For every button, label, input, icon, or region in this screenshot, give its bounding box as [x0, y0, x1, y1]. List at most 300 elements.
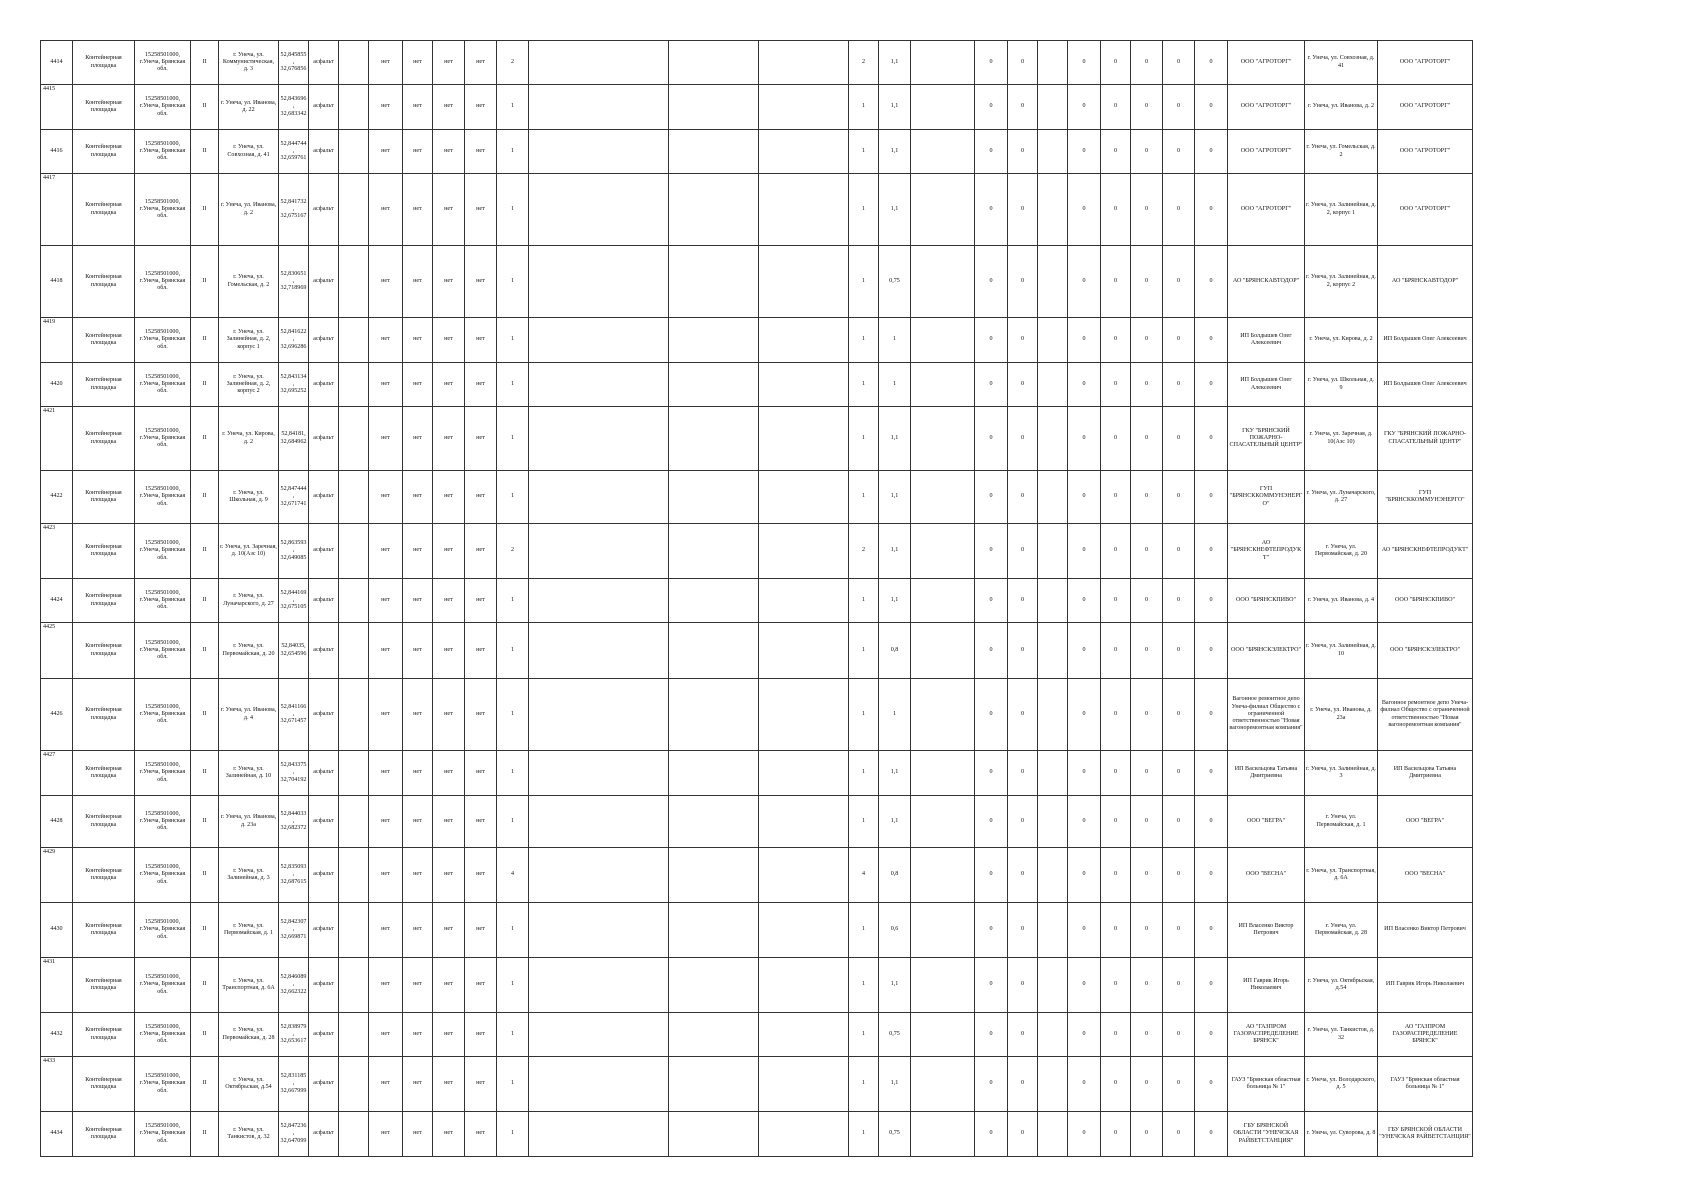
flag-cell: нет	[433, 679, 465, 751]
flag-cell: нет	[369, 579, 403, 623]
flag-cell: нет	[433, 174, 465, 246]
zero-value-cell: 0	[1008, 85, 1038, 130]
owner-name-cell: ИП Васильцова Татьяна Дмитриевна	[1228, 751, 1305, 796]
site-type-cell: Контейнерная площадка	[73, 524, 135, 579]
container-count-cell: 1	[849, 796, 879, 848]
coordinates-cell: 52,830651, 32,718969	[279, 246, 309, 318]
zero-value-cell: 0	[1101, 85, 1131, 130]
empty-cell	[339, 524, 369, 579]
container-volume-cell: 1,1	[879, 85, 911, 130]
empty-cell	[669, 363, 759, 407]
zero-value-cell: 0	[1195, 41, 1228, 85]
okato-cell: 15258501000, г.Унеча, Брянская обл.	[135, 579, 191, 623]
zero-value-cell: 0	[1008, 174, 1038, 246]
flag-cell: нет	[433, 1013, 465, 1057]
container-count-cell: 1	[849, 903, 879, 958]
container-volume-cell: 1,1	[879, 958, 911, 1013]
empty-cell	[911, 246, 975, 318]
empty-cell	[339, 903, 369, 958]
zero-value-cell: 0	[1008, 1112, 1038, 1157]
empty-cell	[1038, 407, 1068, 471]
site-type-cell: Контейнерная площадка	[73, 679, 135, 751]
coordinates-cell: 52,841166, 32,671457	[279, 679, 309, 751]
okato-cell: 15258501000, г.Унеча, Брянская обл.	[135, 41, 191, 85]
table-row	[41, 751, 1473, 796]
zero-value-cell: 0	[1131, 958, 1163, 1013]
empty-cell	[759, 1112, 849, 1157]
empty-cell	[529, 903, 669, 958]
waste-source-cell: АО "БРЯНСКАВТОДОР"	[1378, 246, 1473, 318]
site-address-cell: г. Унеча, ул. Танкистов, д. 32	[219, 1112, 279, 1157]
zero-value-cell: 0	[1068, 958, 1101, 1013]
container-count-cell: 1	[849, 958, 879, 1013]
container-count-cell: 1	[497, 1112, 529, 1157]
row-number-cell: 4426	[41, 679, 73, 751]
zero-value-cell: 0	[1131, 174, 1163, 246]
zero-value-cell: 0	[1131, 1112, 1163, 1157]
flag-cell: нет	[433, 958, 465, 1013]
waste-source-cell: ИП Болдышев Олег Алексеевич	[1378, 363, 1473, 407]
empty-cell	[911, 524, 975, 579]
flag-cell: нет	[403, 407, 433, 471]
empty-cell	[339, 246, 369, 318]
flag-cell: нет	[403, 1112, 433, 1157]
empty-cell	[759, 958, 849, 1013]
zero-value-cell: 0	[1195, 623, 1228, 679]
flag-cell: нет	[369, 679, 403, 751]
flag-cell: нет	[465, 958, 497, 1013]
flag-cell: нет	[403, 318, 433, 363]
flag-cell: нет	[465, 1057, 497, 1112]
container-count-cell: 4	[849, 848, 879, 903]
container-count-cell: 1	[497, 85, 529, 130]
empty-cell	[669, 85, 759, 130]
row-number-cell: 4433	[41, 1057, 73, 1112]
flag-cell: нет	[369, 1057, 403, 1112]
zero-value-cell: 0	[1195, 1057, 1228, 1112]
empty-cell	[911, 623, 975, 679]
flag-cell: нет	[403, 1057, 433, 1112]
zero-value-cell: 0	[1008, 524, 1038, 579]
container-count-cell: 2	[849, 41, 879, 85]
empty-cell	[759, 407, 849, 471]
okato-cell: 15258501000, г.Унеча, Брянская обл.	[135, 1112, 191, 1157]
table-row	[41, 848, 1473, 903]
flag-cell: нет	[433, 407, 465, 471]
zero-value-cell: 0	[1163, 679, 1195, 751]
zero-value-cell: 0	[1008, 679, 1038, 751]
surface-cell: асфальт	[309, 623, 339, 679]
owner-name-cell: ООО "БРЯНСКПИВО"	[1228, 579, 1305, 623]
empty-cell	[339, 623, 369, 679]
surface-cell: асфальт	[309, 958, 339, 1013]
site-type-cell: Контейнерная площадка	[73, 85, 135, 130]
empty-cell	[759, 130, 849, 174]
container-count-cell: 1	[849, 1112, 879, 1157]
flag-cell: нет	[465, 751, 497, 796]
hazard-class-cell: II	[191, 958, 219, 1013]
waste-source-cell: ГУП "БРЯНСККОММУНЭНЕРГО"	[1378, 471, 1473, 524]
site-address-cell: г. Унеча, ул. Залинейная, д. 10	[219, 751, 279, 796]
row-number-cell: 4428	[41, 796, 73, 848]
container-count-cell: 2	[849, 524, 879, 579]
empty-cell	[339, 174, 369, 246]
empty-cell	[529, 848, 669, 903]
flag-cell: нет	[403, 41, 433, 85]
zero-value-cell: 0	[975, 1112, 1008, 1157]
empty-cell	[669, 579, 759, 623]
zero-value-cell: 0	[1195, 174, 1228, 246]
table-row	[41, 174, 1473, 246]
zero-value-cell: 0	[1101, 848, 1131, 903]
container-count-cell: 1	[849, 471, 879, 524]
zero-value-cell: 0	[1008, 130, 1038, 174]
table-row	[41, 524, 1473, 579]
zero-value-cell: 0	[1163, 623, 1195, 679]
container-volume-cell: 0,75	[879, 1112, 911, 1157]
surface-cell: асфальт	[309, 130, 339, 174]
owner-name-cell: ИП Болдышев Олег Алексеевич	[1228, 318, 1305, 363]
flag-cell: нет	[369, 85, 403, 130]
surface-cell: асфальт	[309, 318, 339, 363]
empty-cell	[911, 85, 975, 130]
flag-cell: нет	[465, 85, 497, 130]
zero-value-cell: 0	[1068, 679, 1101, 751]
zero-value-cell: 0	[1131, 679, 1163, 751]
flag-cell: нет	[403, 848, 433, 903]
surface-cell: асфальт	[309, 407, 339, 471]
zero-value-cell: 0	[1163, 1112, 1195, 1157]
zero-value-cell: 0	[1068, 903, 1101, 958]
zero-value-cell: 0	[1163, 1013, 1195, 1057]
owner-address-cell: г. Унеча, ул. Транспортная, д. 6А	[1305, 848, 1378, 903]
site-address-cell: г. Унеча, ул. Транспортная, д. 6А	[219, 958, 279, 1013]
flag-cell: нет	[403, 751, 433, 796]
owner-name-cell: АО "ГАЗПРОМ ГАЗОРАСПРЕДЕЛЕНИЕ БРЯНСК"	[1228, 1013, 1305, 1057]
owner-name-cell: ООО "БРЯНСКЭЛЕКТРО"	[1228, 623, 1305, 679]
zero-value-cell: 0	[1008, 623, 1038, 679]
waste-source-cell: ИП Болдышев Олег Алексеевич	[1378, 318, 1473, 363]
empty-cell	[759, 1057, 849, 1112]
empty-cell	[529, 407, 669, 471]
container-count-cell: 1	[849, 623, 879, 679]
flag-cell: нет	[403, 623, 433, 679]
flag-cell: нет	[369, 524, 403, 579]
zero-value-cell: 0	[1163, 130, 1195, 174]
empty-cell	[339, 1013, 369, 1057]
empty-cell	[759, 246, 849, 318]
flag-cell: нет	[465, 471, 497, 524]
site-type-cell: Контейнерная площадка	[73, 579, 135, 623]
flag-cell: нет	[465, 407, 497, 471]
coordinates-cell: 52,847236, 32,647099	[279, 1112, 309, 1157]
site-address-cell: г. Унеча, ул. Кирова, д. 2	[219, 407, 279, 471]
zero-value-cell: 0	[1163, 318, 1195, 363]
empty-cell	[669, 848, 759, 903]
zero-value-cell: 0	[1068, 318, 1101, 363]
hazard-class-cell: II	[191, 318, 219, 363]
table-row	[41, 796, 1473, 848]
waste-source-cell: АО "БРЯНСКНЕФТЕПРОДУКТ"	[1378, 524, 1473, 579]
zero-value-cell: 0	[1101, 579, 1131, 623]
okato-cell: 15258501000, г.Унеча, Брянская обл.	[135, 796, 191, 848]
flag-cell: нет	[369, 1013, 403, 1057]
zero-value-cell: 0	[1131, 848, 1163, 903]
empty-cell	[339, 1112, 369, 1157]
okato-cell: 15258501000, г.Унеча, Брянская обл.	[135, 471, 191, 524]
flag-cell: нет	[403, 246, 433, 318]
flag-cell: нет	[403, 958, 433, 1013]
empty-cell	[1038, 579, 1068, 623]
zero-value-cell: 0	[1163, 1057, 1195, 1112]
flag-cell: нет	[433, 903, 465, 958]
zero-value-cell: 0	[1131, 623, 1163, 679]
empty-cell	[911, 363, 975, 407]
zero-value-cell: 0	[1131, 524, 1163, 579]
owner-name-cell: АО "БРЯНСКАВТОДОР"	[1228, 246, 1305, 318]
hazard-class-cell: II	[191, 796, 219, 848]
table-row	[41, 903, 1473, 958]
empty-cell	[1038, 1013, 1068, 1057]
zero-value-cell: 0	[1101, 796, 1131, 848]
table-row	[41, 471, 1473, 524]
zero-value-cell: 0	[1195, 85, 1228, 130]
empty-cell	[529, 41, 669, 85]
empty-cell	[339, 471, 369, 524]
empty-cell	[911, 903, 975, 958]
site-address-cell: г. Унеча, ул. Иванова, д. 22	[219, 85, 279, 130]
zero-value-cell: 0	[1131, 796, 1163, 848]
zero-value-cell: 0	[1068, 407, 1101, 471]
zero-value-cell: 0	[1195, 1013, 1228, 1057]
empty-cell	[1038, 363, 1068, 407]
zero-value-cell: 0	[975, 848, 1008, 903]
hazard-class-cell: II	[191, 579, 219, 623]
site-type-cell: Контейнерная площадка	[73, 246, 135, 318]
coordinates-cell: 52,847444, 32,671741	[279, 471, 309, 524]
flag-cell: нет	[465, 679, 497, 751]
row-number-cell: 4420	[41, 363, 73, 407]
zero-value-cell: 0	[1068, 848, 1101, 903]
empty-cell	[669, 1057, 759, 1112]
zero-value-cell: 0	[1068, 471, 1101, 524]
hazard-class-cell: II	[191, 903, 219, 958]
container-volume-cell: 1	[879, 318, 911, 363]
owner-address-cell: г. Унеча, ул. Первомайская, д. 1	[1305, 796, 1378, 848]
flag-cell: нет	[433, 751, 465, 796]
empty-cell	[669, 471, 759, 524]
zero-value-cell: 0	[975, 471, 1008, 524]
hazard-class-cell: II	[191, 751, 219, 796]
zero-value-cell: 0	[1068, 1112, 1101, 1157]
waste-source-cell: Вагонное ремонтное депо Унеча-филиал Общество с ограниченной ответственностью "Новая вагоноремонтная компания"	[1378, 679, 1473, 751]
owner-name-cell: ИП Гаврик Игорь Николаевич	[1228, 958, 1305, 1013]
empty-cell	[1038, 471, 1068, 524]
container-count-cell: 1	[497, 623, 529, 679]
flag-cell: нет	[403, 85, 433, 130]
empty-cell	[339, 1057, 369, 1112]
empty-cell	[911, 174, 975, 246]
empty-cell	[1038, 958, 1068, 1013]
owner-name-cell: Вагонное ремонтное депо Унеча-филиал Общество с ограниченной ответственностью "Новая вагоноремонтная компания"	[1228, 679, 1305, 751]
owner-address-cell: г. Унеча, ул. Совхозная, д. 41	[1305, 41, 1378, 85]
zero-value-cell: 0	[1008, 1057, 1038, 1112]
empty-cell	[669, 1013, 759, 1057]
waste-source-cell: ООО "АГРОТОРГ"	[1378, 41, 1473, 85]
zero-value-cell: 0	[1163, 524, 1195, 579]
zero-value-cell: 0	[975, 363, 1008, 407]
flag-cell: нет	[369, 1112, 403, 1157]
flag-cell: нет	[403, 796, 433, 848]
site-address-cell: г. Унеча, ул. Залинейная, д. 3	[219, 848, 279, 903]
zero-value-cell: 0	[1195, 579, 1228, 623]
zero-value-cell: 0	[1131, 751, 1163, 796]
zero-value-cell: 0	[1131, 318, 1163, 363]
container-count-cell: 1	[497, 130, 529, 174]
zero-value-cell: 0	[1195, 1112, 1228, 1157]
flag-cell: нет	[465, 41, 497, 85]
surface-cell: асфальт	[309, 679, 339, 751]
zero-value-cell: 0	[1131, 1013, 1163, 1057]
owner-address-cell: г. Унеча, ул. Заречная, д. 10(Азс 10)	[1305, 407, 1378, 471]
empty-cell	[529, 85, 669, 130]
site-address-cell: г. Унеча, ул. Иванова, д. 4	[219, 679, 279, 751]
flag-cell: нет	[433, 1057, 465, 1112]
site-type-cell: Контейнерная площадка	[73, 958, 135, 1013]
hazard-class-cell: II	[191, 407, 219, 471]
waste-source-cell: ООО "АГРОТОРГ"	[1378, 130, 1473, 174]
coordinates-cell: 52,844744, 32,659761	[279, 130, 309, 174]
coordinates-cell: 52,843696, 32,683342	[279, 85, 309, 130]
zero-value-cell: 0	[1068, 363, 1101, 407]
waste-source-cell: ИП Гаврик Игорь Николаевич	[1378, 958, 1473, 1013]
container-volume-cell: 1,1	[879, 130, 911, 174]
waste-source-cell: ООО "АГРОТОРГ"	[1378, 85, 1473, 130]
zero-value-cell: 0	[975, 1057, 1008, 1112]
container-volume-cell: 1	[879, 363, 911, 407]
empty-cell	[529, 363, 669, 407]
coordinates-cell: 52,84181, 32,684962	[279, 407, 309, 471]
container-count-cell: 1	[849, 246, 879, 318]
empty-cell	[911, 41, 975, 85]
zero-value-cell: 0	[1101, 903, 1131, 958]
owner-address-cell: г. Унеча, ул. Залинейная, д. 2, корпус 2	[1305, 246, 1378, 318]
container-count-cell: 1	[497, 363, 529, 407]
empty-cell	[759, 41, 849, 85]
owner-address-cell: г. Унеча, ул. Иванова, д. 23а	[1305, 679, 1378, 751]
zero-value-cell: 0	[975, 796, 1008, 848]
surface-cell: асфальт	[309, 751, 339, 796]
site-type-cell: Контейнерная площадка	[73, 1112, 135, 1157]
empty-cell	[911, 407, 975, 471]
flag-cell: нет	[403, 1013, 433, 1057]
site-address-cell: г. Унеча, ул. Гомельская, д. 2	[219, 246, 279, 318]
waste-source-cell: ИП Васильцова Татьяна Дмитриевна	[1378, 751, 1473, 796]
zero-value-cell: 0	[1131, 363, 1163, 407]
empty-cell	[339, 958, 369, 1013]
coordinates-cell: 52,842307, 32,669871	[279, 903, 309, 958]
container-count-cell: 2	[497, 524, 529, 579]
site-type-cell: Контейнерная площадка	[73, 903, 135, 958]
flag-cell: нет	[369, 363, 403, 407]
flag-cell: нет	[369, 848, 403, 903]
zero-value-cell: 0	[975, 679, 1008, 751]
surface-cell: асфальт	[309, 1013, 339, 1057]
container-count-cell: 1	[849, 579, 879, 623]
owner-address-cell: г. Унеча, ул. Иванова, д. 2	[1305, 85, 1378, 130]
empty-cell	[759, 524, 849, 579]
empty-cell	[339, 579, 369, 623]
table-row	[41, 579, 1473, 623]
owner-address-cell: г. Унеча, ул. Володарского, д. 5	[1305, 1057, 1378, 1112]
hazard-class-cell: II	[191, 363, 219, 407]
empty-cell	[529, 1013, 669, 1057]
coordinates-cell: 52,841732, 32,675167	[279, 174, 309, 246]
empty-cell	[529, 471, 669, 524]
empty-cell	[529, 1057, 669, 1112]
zero-value-cell: 0	[1131, 903, 1163, 958]
empty-cell	[759, 623, 849, 679]
table-row	[41, 85, 1473, 130]
zero-value-cell: 0	[1131, 41, 1163, 85]
zero-value-cell: 0	[1195, 318, 1228, 363]
zero-value-cell: 0	[1101, 363, 1131, 407]
container-volume-cell: 1,1	[879, 751, 911, 796]
zero-value-cell: 0	[1101, 318, 1131, 363]
flag-cell: нет	[433, 623, 465, 679]
surface-cell: асфальт	[309, 246, 339, 318]
empty-cell	[1038, 679, 1068, 751]
flag-cell: нет	[465, 796, 497, 848]
site-address-cell: г. Унеча, ул. Луначарского, д. 27	[219, 579, 279, 623]
empty-cell	[1038, 751, 1068, 796]
empty-cell	[911, 848, 975, 903]
coordinates-cell: 52,845855, 32,676856	[279, 41, 309, 85]
zero-value-cell: 0	[1008, 407, 1038, 471]
hazard-class-cell: II	[191, 130, 219, 174]
owner-name-cell: ГАУЗ "Брянская областная больница № 1"	[1228, 1057, 1305, 1112]
okato-cell: 15258501000, г.Унеча, Брянская обл.	[135, 1013, 191, 1057]
table-row	[41, 1013, 1473, 1057]
empty-cell	[669, 246, 759, 318]
zero-value-cell: 0	[1101, 41, 1131, 85]
surface-cell: асфальт	[309, 1112, 339, 1157]
zero-value-cell: 0	[1101, 130, 1131, 174]
empty-cell	[339, 85, 369, 130]
waste-source-cell: ООО "ВЕСНА"	[1378, 848, 1473, 903]
owner-address-cell: г. Унеча, ул. Школьная, д. 9	[1305, 363, 1378, 407]
zero-value-cell: 0	[1008, 471, 1038, 524]
hazard-class-cell: II	[191, 174, 219, 246]
flag-cell: нет	[403, 471, 433, 524]
flag-cell: нет	[369, 903, 403, 958]
flag-cell: нет	[369, 796, 403, 848]
site-type-cell: Контейнерная площадка	[73, 130, 135, 174]
waste-source-cell: ГАУЗ "Брянская областная больница № 1"	[1378, 1057, 1473, 1112]
owner-address-cell: г. Унеча, ул. Первомайская, д. 28	[1305, 903, 1378, 958]
zero-value-cell: 0	[1195, 796, 1228, 848]
empty-cell	[1038, 796, 1068, 848]
flag-cell: нет	[369, 41, 403, 85]
row-number-cell: 4429	[41, 848, 73, 903]
hazard-class-cell: II	[191, 246, 219, 318]
flag-cell: нет	[465, 524, 497, 579]
zero-value-cell: 0	[1131, 85, 1163, 130]
container-count-cell: 1	[849, 1013, 879, 1057]
zero-value-cell: 0	[1101, 471, 1131, 524]
flag-cell: нет	[465, 174, 497, 246]
empty-cell	[911, 1112, 975, 1157]
